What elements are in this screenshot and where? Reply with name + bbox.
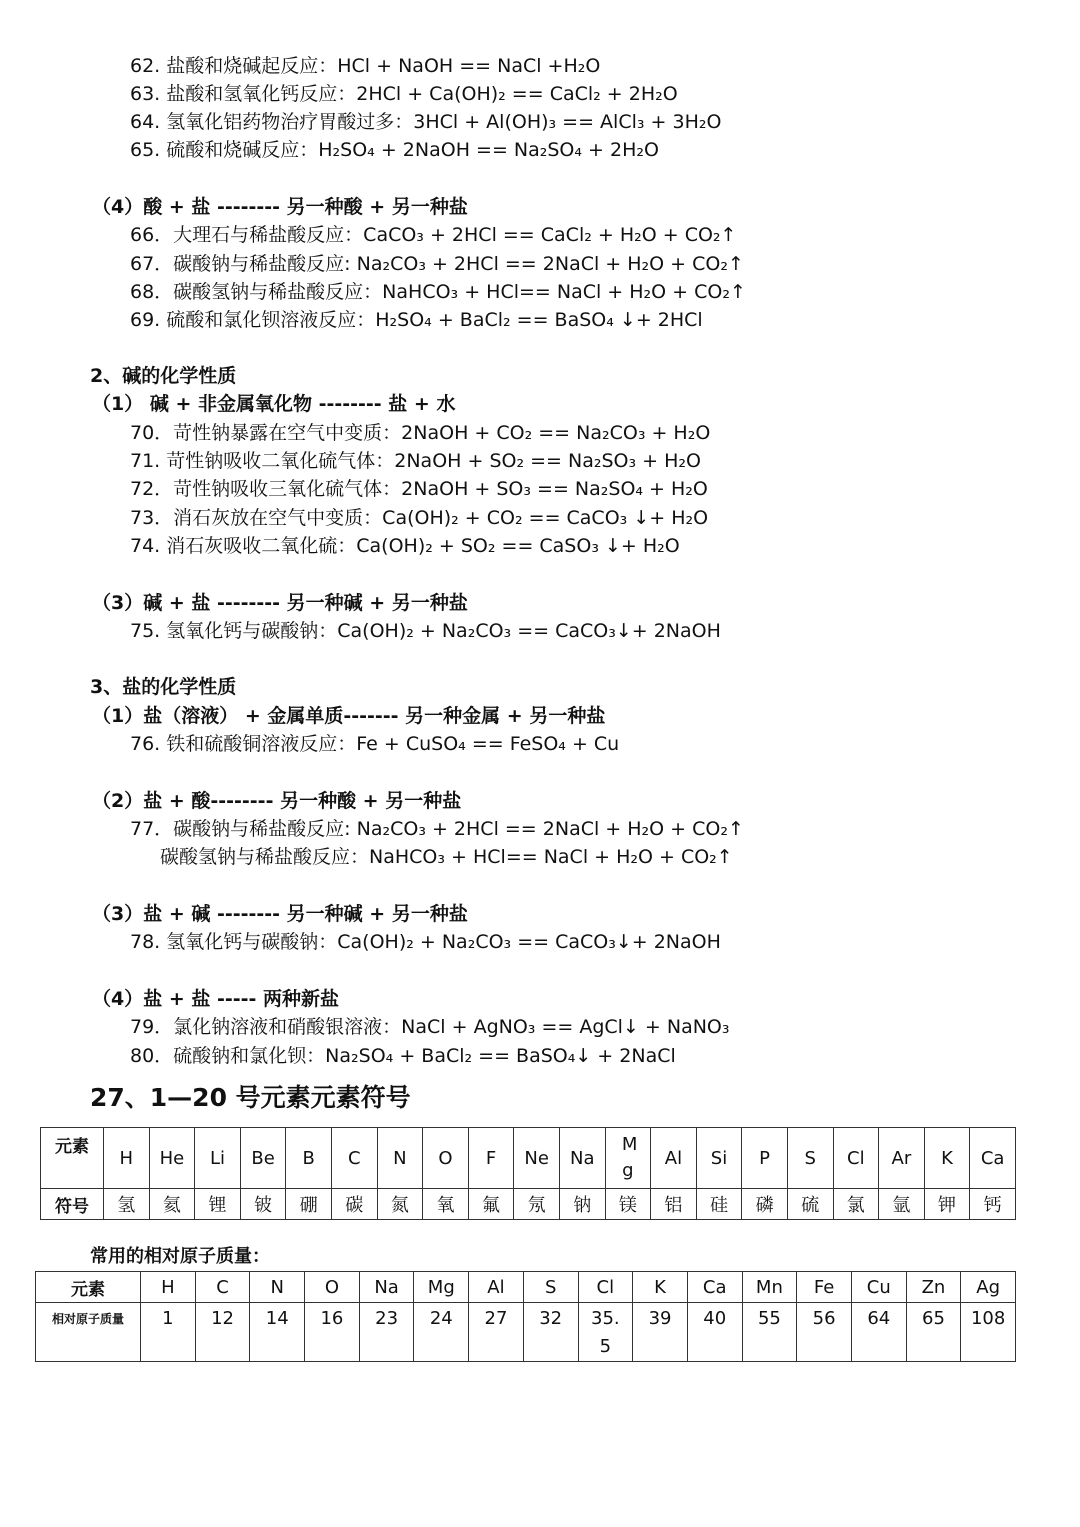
mass-value-cell: 40 [687, 1303, 742, 1362]
mass-value-cell: 32 [523, 1303, 578, 1362]
element-name-cell: 氟 [468, 1189, 514, 1220]
section-heading: （3）碱 + 盐 -------- 另一种碱 + 另一种盐 [92, 592, 468, 614]
section-heading: （1）盐（溶液） + 金属单质------- 另一种金属 + 另一种盐 [92, 705, 606, 727]
section-heading: （1） 碱 + 非金属氧化物 -------- 盐 + 水 [92, 393, 456, 415]
element-symbol-cell: Be [240, 1128, 286, 1189]
mass-value-cell: 39 [633, 1303, 688, 1362]
equation-line: 65. 硫酸和烧碱反应：H₂SO₄ + 2NaOH == Na₂SO₄ + 2H₂O [130, 139, 659, 161]
element-name-cell: 磷 [742, 1189, 788, 1220]
section-heading-27: 27、1—20 号元素元素符号 [90, 1083, 411, 1112]
equation-line: 64. 氢氧化铝药物治疗胃酸过多：3HCl + Al(OH)₃ == AlCl₃ + 3H₂O [130, 111, 722, 133]
element-name-cell: 氖 [514, 1189, 560, 1220]
mass-element-cell: N [250, 1272, 305, 1303]
element-name-cell: 硫 [787, 1189, 833, 1220]
element-name-cell: 氦 [149, 1189, 195, 1220]
equation-line: 78. 氢氧化钙与碳酸钠：Ca(OH)₂ + Na₂CO₃ == CaCO₃↓+ 2NaOH [130, 931, 721, 953]
atomic-mass-title: 常用的相对原子质量： [90, 1246, 270, 1267]
atomic-mass-table [35, 1271, 1016, 1362]
mass-element-cell: C [195, 1272, 250, 1303]
equation-line: 62. 盐酸和烧碱起反应：HCl + NaOH == NaCl +H₂O [130, 55, 601, 77]
element-name-cell: 钾 [924, 1189, 970, 1220]
element-symbol-cell: Ne [514, 1128, 560, 1189]
element-symbol-text: Mg [621, 1134, 638, 1181]
element-symbol-cell: F [468, 1128, 514, 1189]
equation-line: 63. 盐酸和氢氧化钙反应：2HCl + Ca(OH)₂ == CaCl₂ + 2H₂O [130, 83, 678, 105]
section-heading: （4）酸 + 盐 -------- 另一种酸 + 另一种盐 [92, 196, 468, 218]
element-symbol-cell: Li [195, 1128, 241, 1189]
element-name-cell: 氮 [377, 1189, 423, 1220]
element-symbol-cell: Ca [970, 1128, 1016, 1189]
mass-value-cell: 1 [141, 1303, 196, 1362]
element-name-cell: 铍 [240, 1189, 286, 1220]
mass-element-cell: Cu [851, 1272, 906, 1303]
equation-line: 66．大理石与稀盐酸反应：CaCO₃ + 2HCl == CaCl₂ + H₂O + CO₂↑ [130, 224, 737, 246]
equation-line: 碳酸氢钠与稀盐酸反应：NaHCO₃ + HCl== NaCl + H₂O + CO₂↑ [160, 846, 733, 868]
equation-line: 73．消石灰放在空气中变质：Ca(OH)₂ + CO₂ == CaCO₃ ↓+ H₂O [130, 507, 709, 529]
element-name-cell: 锂 [195, 1189, 241, 1220]
equation-line: 80．硫酸钠和氯化钡：Na₂SO₄ + BaCl₂ == BaSO₄↓ + 2NaCl [130, 1045, 676, 1067]
element-symbol-cell [605, 1128, 651, 1189]
element-name-cell: 钙 [970, 1189, 1016, 1220]
element-symbol-cell: H [104, 1128, 150, 1189]
header-element: 元素 [36, 1272, 141, 1303]
mass-element-cell: Ag [961, 1272, 1016, 1303]
element-name-cell: 氢 [104, 1189, 150, 1220]
equation-line: 77．碳酸钠与稀盐酸反应: Na₂CO₃ + 2HCl == 2NaCl + H₂O + CO₂↑ [130, 818, 744, 840]
equation-line: 68．碳酸氢钠与稀盐酸反应：NaHCO₃ + HCl== NaCl + H₂O + CO₂↑ [130, 281, 746, 303]
mass-element-cell: O [305, 1272, 360, 1303]
element-name-cell: 氯 [833, 1189, 879, 1220]
element-name-cell: 铝 [651, 1189, 697, 1220]
equation-line: 75. 氢氧化钙与碳酸钠：Ca(OH)₂ + Na₂CO₃ == CaCO₃↓+ 2NaOH [130, 620, 721, 642]
mass-element-cell: K [633, 1272, 688, 1303]
mass-value-cell: 108 [961, 1303, 1016, 1362]
element-symbol-cell: P [742, 1128, 788, 1189]
mass-value-cell [578, 1303, 633, 1362]
element-name-cell: 碳 [331, 1189, 377, 1220]
section-heading: （4）盐 + 盐 ----- 两种新盐 [92, 988, 340, 1010]
header-symbol: 符号 [41, 1189, 104, 1220]
header-element: 元素 [41, 1128, 104, 1189]
mass-value-cell: 24 [414, 1303, 469, 1362]
mass-value-cell: 55 [742, 1303, 797, 1362]
mass-value-cell: 64 [851, 1303, 906, 1362]
mass-element-cell: Na [359, 1272, 414, 1303]
element-symbol-table [40, 1127, 1016, 1220]
mass-element-cell: Zn [906, 1272, 961, 1303]
element-symbol-cell: Ar [879, 1128, 925, 1189]
mass-element-cell: H [141, 1272, 196, 1303]
element-name-cell: 镁 [605, 1189, 651, 1220]
equation-line: 79．氯化钠溶液和硝酸银溶液：NaCl + AgNO₃ == AgCl↓ + NaNO₃ [130, 1016, 730, 1038]
mass-value-cell: 16 [305, 1303, 360, 1362]
equation-line: 72．苛性钠吸收三氧化硫气体：2NaOH + SO₃ == Na₂SO₄ + H₂O [130, 478, 708, 500]
mass-value-cell: 14 [250, 1303, 305, 1362]
mass-element-cell: Mn [742, 1272, 797, 1303]
mass-element-cell: Cl [578, 1272, 633, 1303]
mass-element-cell: Ca [687, 1272, 742, 1303]
element-symbol-cell: N [377, 1128, 423, 1189]
mass-value-cell: 27 [469, 1303, 524, 1362]
equation-line: 71. 苛性钠吸收二氧化硫气体：2NaOH + SO₂ == Na₂SO₃ + H₂O [130, 450, 701, 472]
mass-value-cell: 65 [906, 1303, 961, 1362]
element-symbol-cell: Si [696, 1128, 742, 1189]
mass-element-cell: S [523, 1272, 578, 1303]
element-name-cell: 硅 [696, 1189, 742, 1220]
element-symbol-cell: Na [559, 1128, 605, 1189]
element-symbol-cell: He [149, 1128, 195, 1189]
element-symbol-cell: B [286, 1128, 332, 1189]
mass-value-cell: 23 [359, 1303, 414, 1362]
section-heading: 2、碱的化学性质 [90, 365, 237, 387]
element-symbol-cell: C [331, 1128, 377, 1189]
section-heading: （3）盐 + 碱 -------- 另一种碱 + 另一种盐 [92, 903, 468, 925]
mass-element-cell: Mg [414, 1272, 469, 1303]
mass-value-text: 35.5 [591, 1308, 620, 1357]
equation-line: 74. 消石灰吸收二氧化硫：Ca(OH)₂ + SO₂ == CaSO₃ ↓+ H₂O [130, 535, 680, 557]
mass-element-cell: Al [469, 1272, 524, 1303]
element-symbol-cell: S [787, 1128, 833, 1189]
element-symbol-cell: Al [651, 1128, 697, 1189]
section-heading: （2）盐 + 酸-------- 另一种酸 + 另一种盐 [92, 790, 462, 812]
element-symbol-cell: Cl [833, 1128, 879, 1189]
element-name-cell: 硼 [286, 1189, 332, 1220]
mass-value-cell: 56 [797, 1303, 852, 1362]
element-name-cell: 钠 [559, 1189, 605, 1220]
element-symbol-cell: K [924, 1128, 970, 1189]
equation-line: 70．苛性钠暴露在空气中变质：2NaOH + CO₂ == Na₂CO₃ + H₂O [130, 422, 711, 444]
mass-element-cell: Fe [797, 1272, 852, 1303]
equation-line: 69. 硫酸和氯化钡溶液反应：H₂SO₄ + BaCl₂ == BaSO₄ ↓+ 2HCl [130, 309, 703, 331]
equation-line: 67．碳酸钠与稀盐酸反应: Na₂CO₃ + 2HCl == 2NaCl + H₂O + CO₂↑ [130, 253, 744, 275]
element-symbol-cell: O [423, 1128, 469, 1189]
element-name-cell: 氩 [879, 1189, 925, 1220]
equation-line: 76. 铁和硫酸铜溶液反应：Fe + CuSO₄ == FeSO₄ + Cu [130, 733, 620, 755]
section-heading: 3、盐的化学性质 [90, 676, 237, 698]
header-atomic-mass: 相对原子质量 [36, 1303, 141, 1362]
element-name-cell: 氧 [423, 1189, 469, 1220]
mass-value-cell: 12 [195, 1303, 250, 1362]
